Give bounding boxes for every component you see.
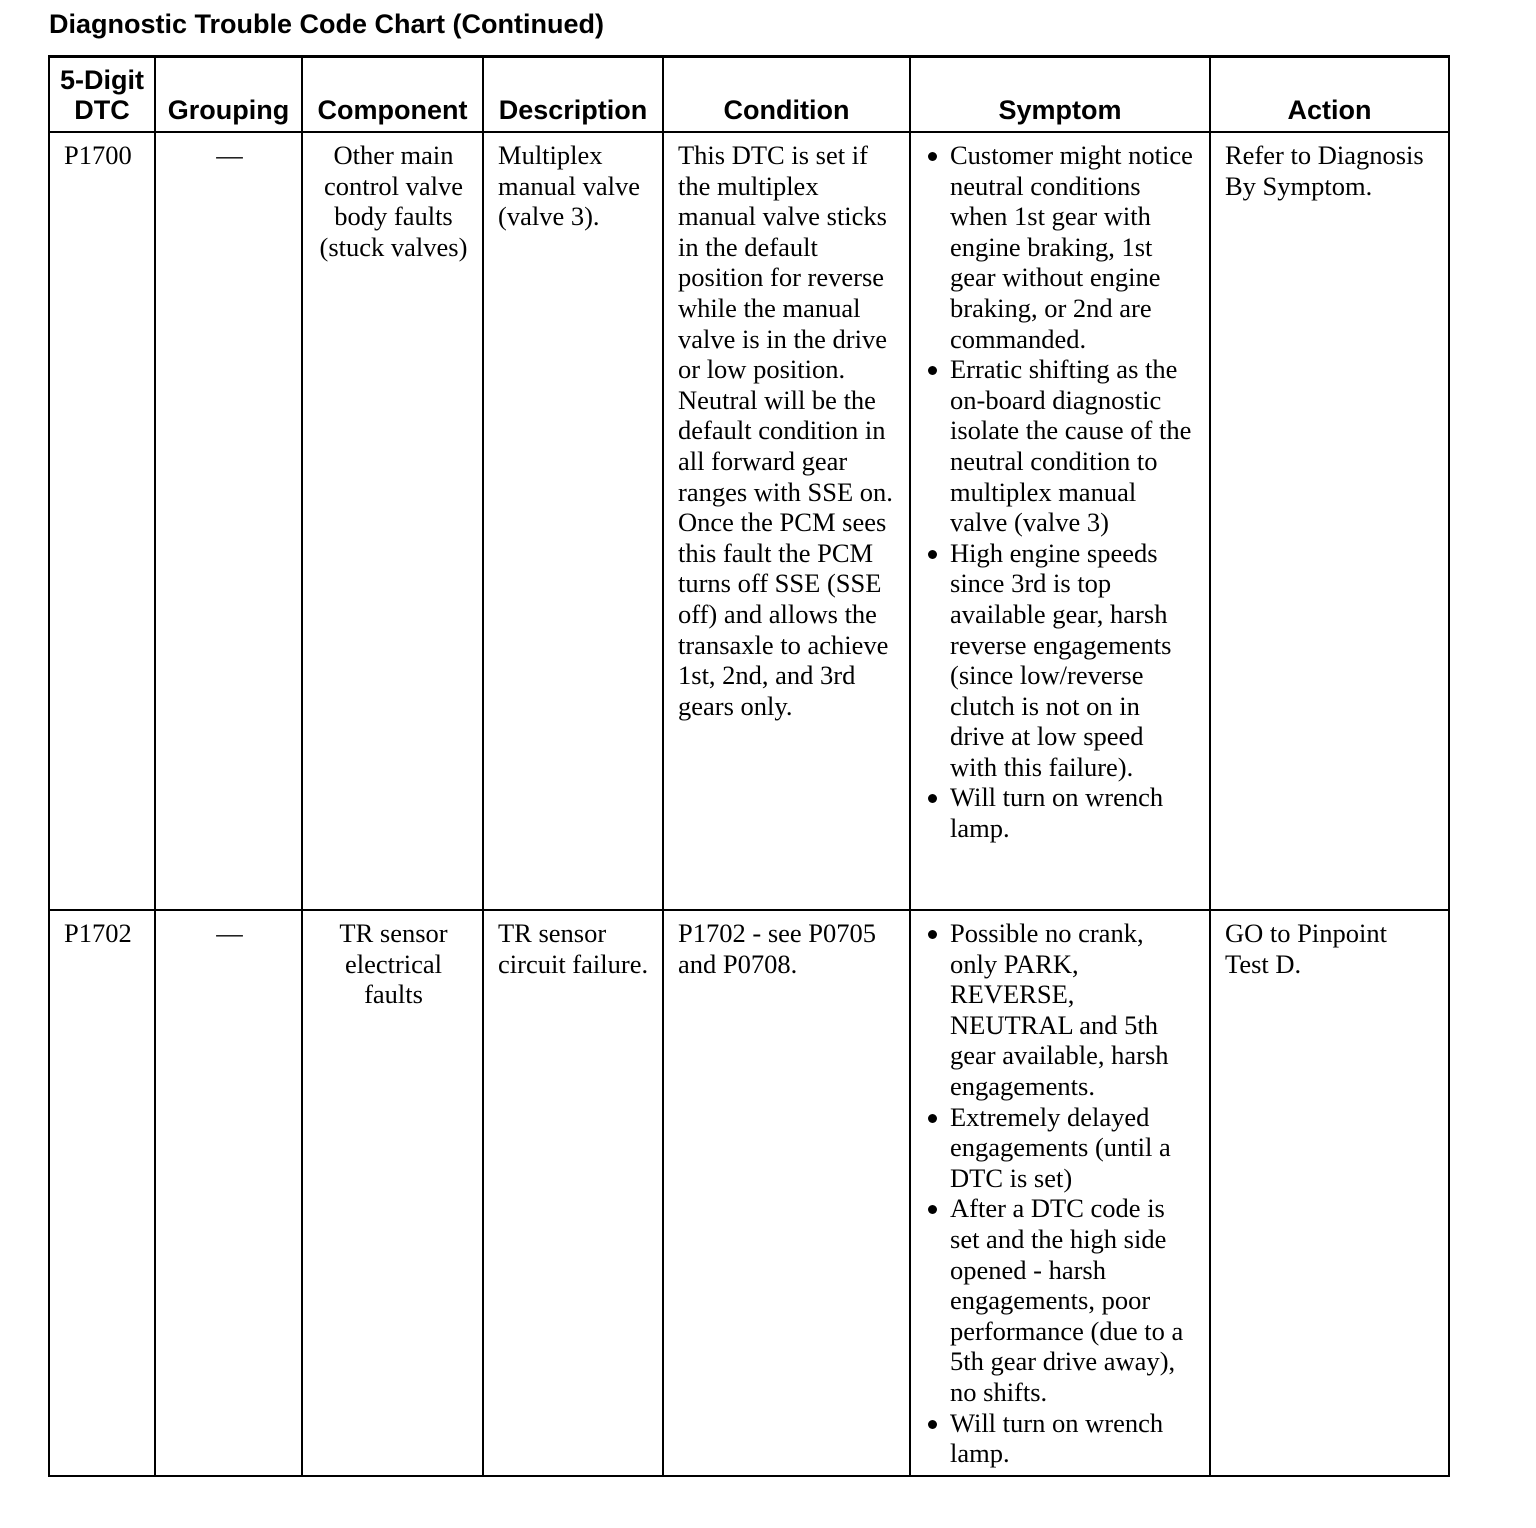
header-description: Description bbox=[483, 57, 663, 133]
bullet-icon bbox=[928, 930, 937, 939]
page-title: Diagnostic Trouble Code Chart (Continued) bbox=[49, 9, 604, 39]
header-condition: Condition bbox=[663, 57, 910, 133]
symptom-text: High engine speeds since 3rd is top available gear, harsh reverse engagements (since low/reverse clutch is not on in drive at low speed with this failure). bbox=[950, 537, 1172, 782]
cell-grouping: — bbox=[155, 910, 302, 1476]
cell-description: TR sensor circuit failure. bbox=[483, 910, 663, 1476]
header-component: Component bbox=[302, 57, 483, 133]
dtc-chart-table bbox=[48, 55, 1450, 1477]
symptom-list bbox=[925, 918, 1197, 1469]
cell-grouping: — bbox=[155, 132, 302, 910]
symptom-text: Will turn on wrench lamp. bbox=[950, 1407, 1164, 1469]
cell-component: TR sensor electrical faults bbox=[302, 910, 483, 1476]
cell-condition: P1702 - see P0705 and P0708. bbox=[663, 910, 910, 1476]
header-grouping: Grouping bbox=[155, 57, 302, 133]
list-item bbox=[925, 1193, 1197, 1407]
list-item bbox=[925, 1102, 1197, 1194]
cell-dtc: P1700 bbox=[49, 132, 155, 910]
bullet-icon bbox=[928, 1205, 937, 1214]
list-item bbox=[925, 354, 1197, 538]
header-dtc bbox=[49, 57, 155, 133]
symptom-list bbox=[925, 140, 1197, 844]
header-symptom: Symptom bbox=[910, 57, 1210, 133]
bullet-icon bbox=[928, 794, 937, 803]
cell-description: Multiplex manual valve (valve 3). bbox=[483, 132, 663, 910]
symptom-text: After a DTC code is set and the high side opened - harsh engagements, poor performance (due to a 5th gear drive away), no shifts. bbox=[950, 1193, 1184, 1407]
header-dtc-line1: 5-Digit bbox=[60, 65, 144, 95]
cell-symptom bbox=[910, 132, 1210, 910]
table-header-row bbox=[49, 57, 1449, 133]
symptom-text: Customer might notice neutral conditions when 1st gear with engine braking, 1st gear without engine braking, or 2nd are commanded. bbox=[950, 140, 1193, 354]
symptom-text: Will turn on wrench lamp. bbox=[950, 782, 1164, 844]
bullet-icon bbox=[928, 1420, 937, 1429]
list-item bbox=[925, 538, 1197, 783]
bullet-icon bbox=[928, 550, 937, 559]
list-item bbox=[925, 1408, 1197, 1469]
header-action: Action bbox=[1210, 57, 1449, 133]
table-row bbox=[49, 132, 1449, 910]
header-dtc-line2: DTC bbox=[74, 95, 130, 125]
cell-symptom bbox=[910, 910, 1210, 1476]
list-item bbox=[925, 918, 1197, 1102]
bullet-icon bbox=[928, 366, 937, 375]
cell-component: Other main control valve body faults (stuck valves) bbox=[302, 132, 483, 910]
cell-condition: This DTC is set if the multiplex manual valve sticks in the default position for reverse while the manual valve is in the drive or low position. Neutral will be the default condition in all forward gear ranges with SSE on. Once the PCM sees this fault the PCM turns off SSE (SSE off) and allows the transaxle to achieve 1st, 2nd, and 3rd gears only. bbox=[663, 132, 910, 910]
symptom-text: Possible no crank, only PARK, REVERSE, NEUTRAL and 5th gear available, harsh engagements. bbox=[950, 918, 1169, 1101]
bullet-icon bbox=[928, 1114, 937, 1123]
table-row bbox=[49, 910, 1449, 1476]
cell-action: Refer to Diagnosis By Symptom. bbox=[1210, 132, 1449, 910]
bullet-icon bbox=[928, 152, 937, 161]
list-item bbox=[925, 782, 1197, 843]
symptom-text: Extremely delayed engagements (until a DTC is set) bbox=[950, 1101, 1171, 1193]
cell-dtc: P1702 bbox=[49, 910, 155, 1476]
symptom-text: Erratic shifting as the on-board diagnostic isolate the cause of the neutral condition to multiplex manual valve (valve 3) bbox=[950, 354, 1192, 538]
list-item bbox=[925, 140, 1197, 354]
cell-action: GO to Pinpoint Test D. bbox=[1210, 910, 1449, 1476]
